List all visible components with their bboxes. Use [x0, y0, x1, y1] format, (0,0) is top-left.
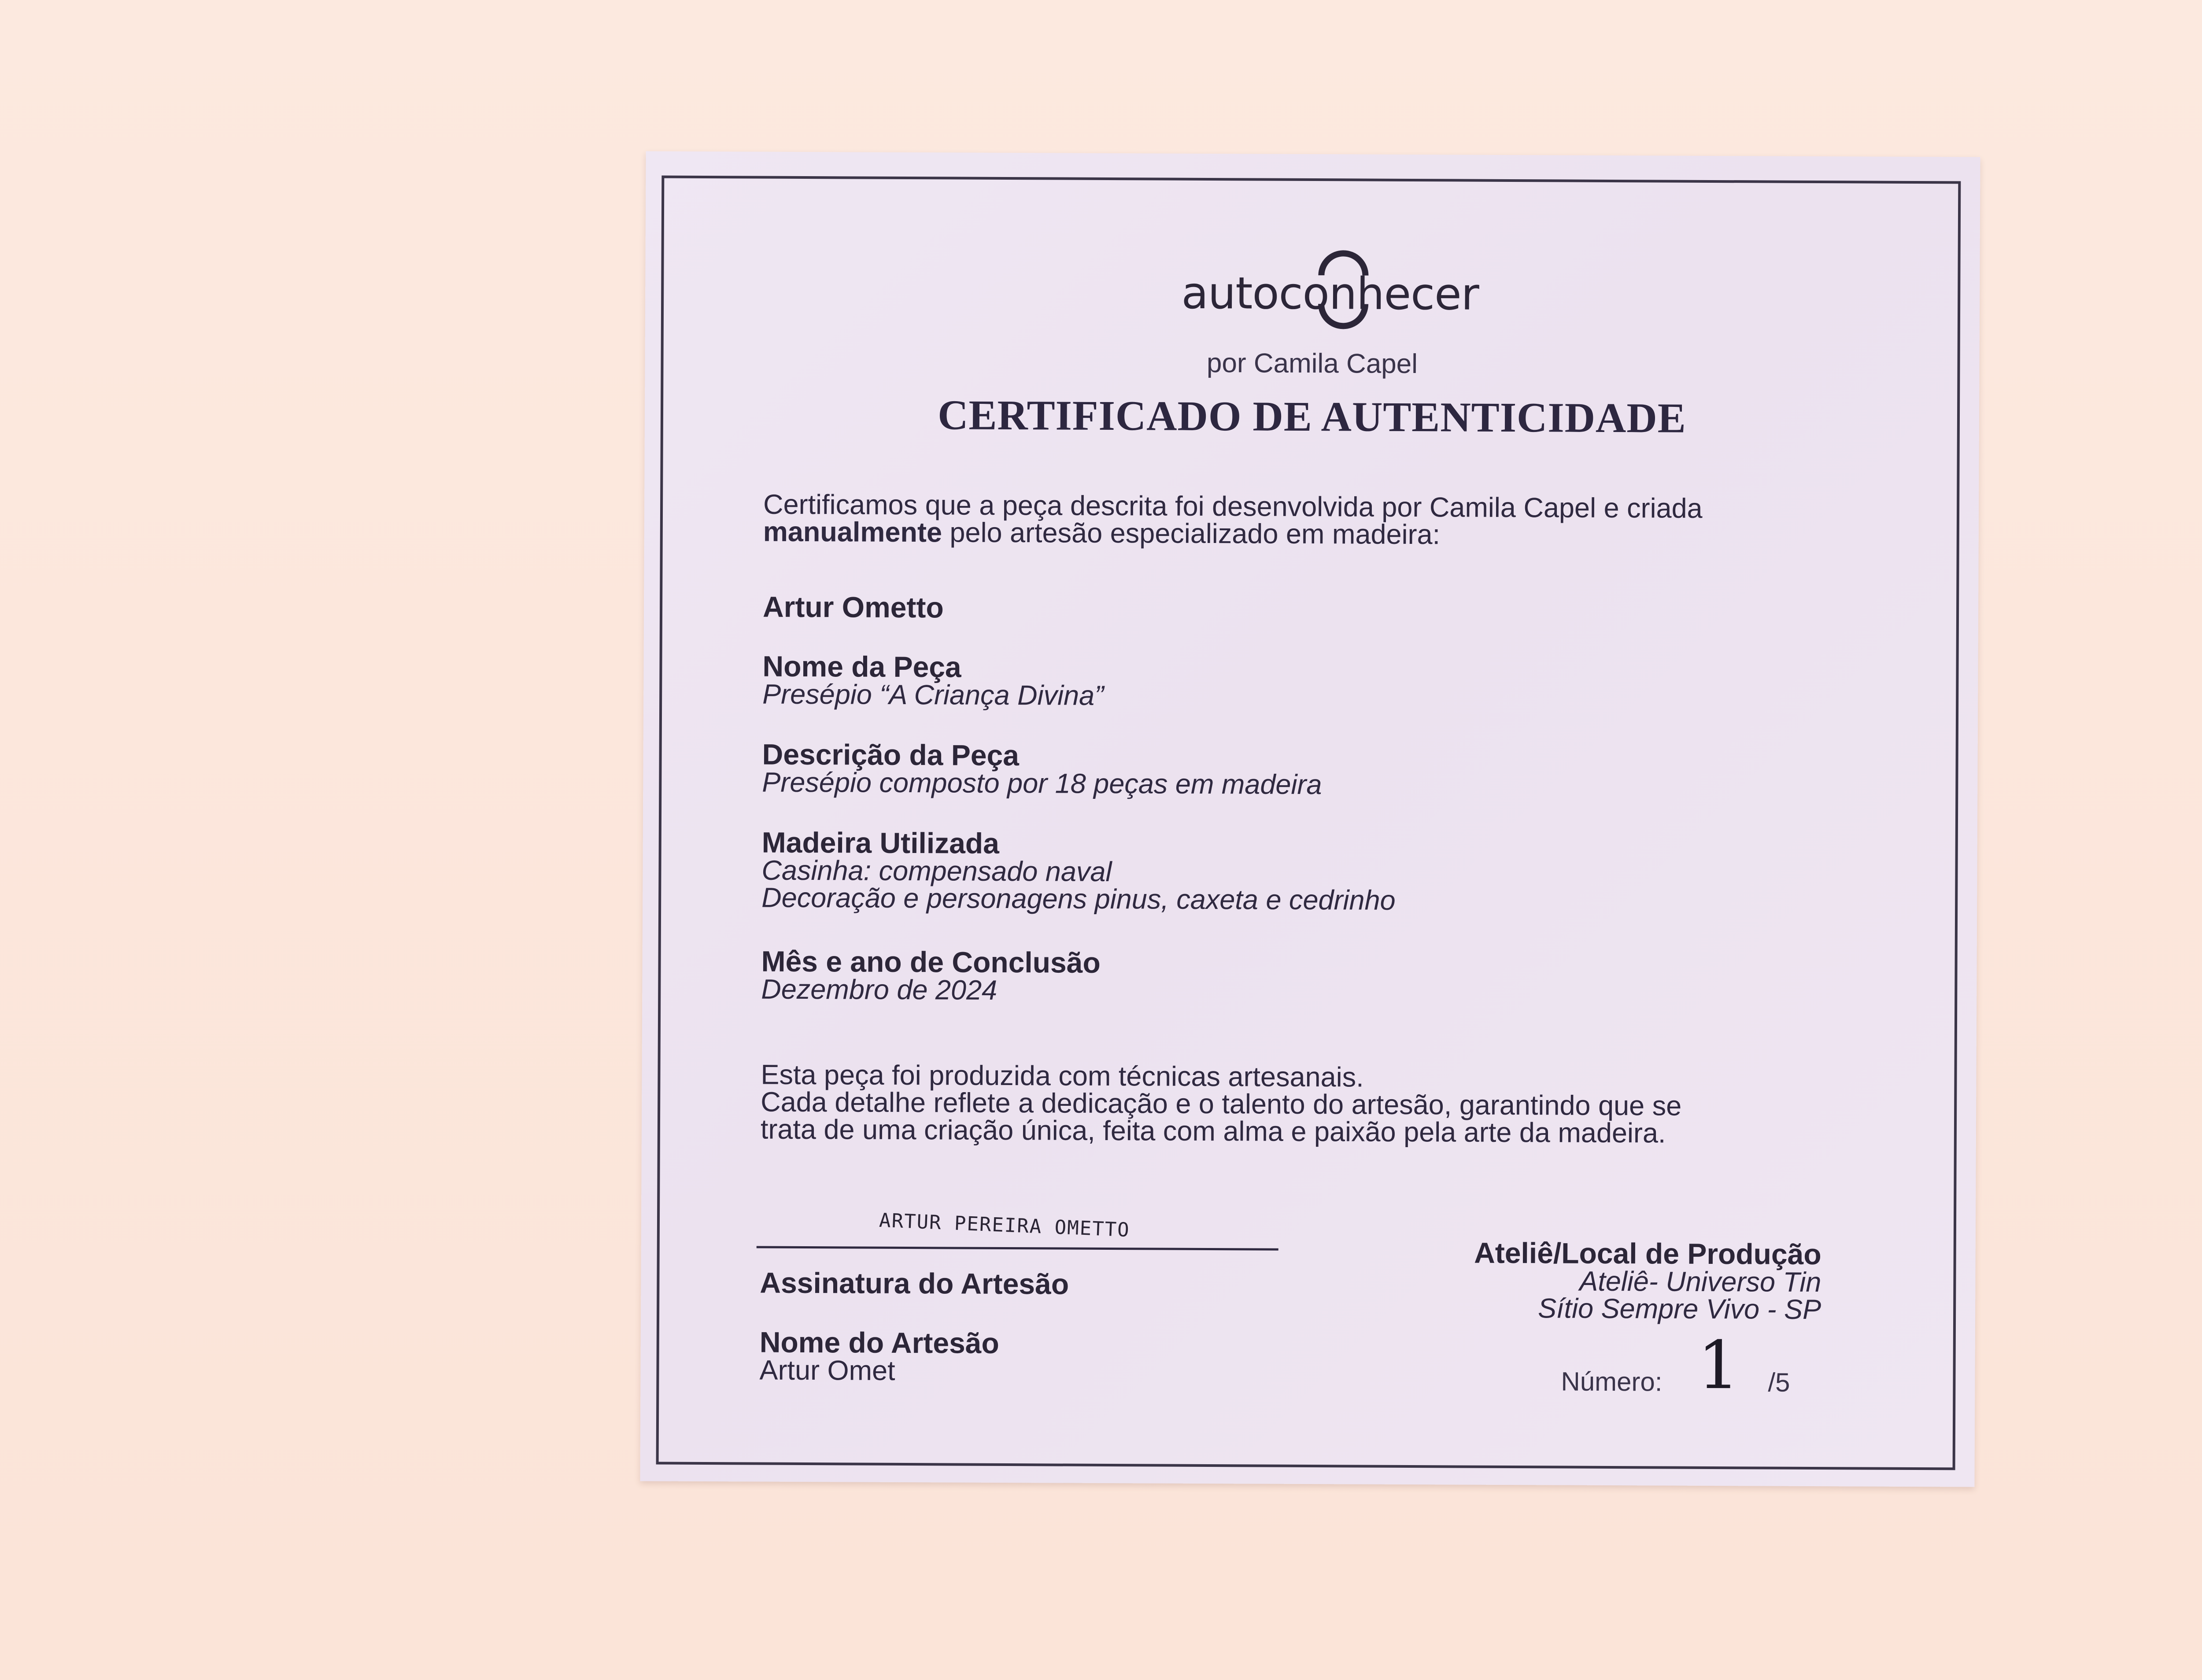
artisan-name-label: Nome do Artesão — [759, 1326, 999, 1359]
artisan-block — [763, 592, 1820, 626]
wood-label: Madeira Utilizada — [761, 826, 1000, 860]
intro-line-1: Certificamos que a peça descrita foi desenvolvida por Camila Capel e criada — [763, 489, 1703, 524]
handwritten-signature: ARTUR PEREIRA OMETTO — [879, 1209, 1131, 1242]
number-total: /5 — [1768, 1367, 1790, 1397]
piece-name-value: Presépio “A Criança Divina” — [762, 679, 1104, 711]
closing-paragraph — [761, 1061, 1818, 1148]
number-label: Número: — [1561, 1366, 1663, 1397]
certificate-title: CERTIFICADO DE AUTENTICIDADE — [937, 391, 1686, 442]
intro-rest: pelo artesão especializado em madeira: — [942, 517, 1441, 550]
byline: por Camila Capel — [1206, 347, 1418, 380]
piece-name-label: Nome da Peça — [762, 650, 961, 683]
atelier-block — [1204, 1236, 1821, 1326]
signature-label: Assinatura do Artesão — [760, 1266, 1069, 1300]
date-value: Dezembro de 2024 — [761, 974, 998, 1006]
certificate-card — [640, 151, 1980, 1487]
closing-line-1: Esta peça foi produzida com técnicas artesanais. — [761, 1059, 1364, 1093]
intro-bold: manualmente — [763, 516, 942, 548]
wood-block — [761, 828, 1819, 916]
intro-paragraph — [763, 491, 1821, 550]
date-block — [761, 947, 1818, 1008]
brand-name: autoconhecer — [1181, 267, 1479, 320]
description-value: Presépio composto por 18 peças em madeira — [762, 767, 1322, 801]
wood-value-1: Casinha: compensado naval — [761, 855, 1112, 888]
description-label: Descrição da Peça — [762, 738, 1020, 772]
atelier-value-2: Sítio Sempre Vivo - SP — [1537, 1293, 1821, 1326]
atelier-label: Ateliê/Local de Produção — [1474, 1236, 1821, 1271]
wood-value-2: Decoração e personagens pinus, caxeta e cedrinho — [761, 882, 1396, 916]
brand-logo — [1163, 233, 1498, 349]
closing-line-2: Cada detalhe reflete a dedicação e o talento do artesão, garantindo que se — [761, 1086, 1682, 1122]
artisan-name-value: Artur Omet — [759, 1355, 895, 1386]
piece-name-block — [762, 652, 1820, 713]
description-block — [762, 740, 1819, 801]
artisan-name: Artur Ometto — [762, 590, 944, 624]
atelier-value-1: Ateliê- Universo Tin — [1579, 1266, 1821, 1298]
number-value-handwritten: 1 — [1697, 1327, 1740, 1404]
closing-line-3: trata de uma criação única, feita com alma e paixão pela arte da madeira. — [760, 1114, 1666, 1149]
date-label: Mês e ano de Conclusão — [761, 945, 1101, 979]
